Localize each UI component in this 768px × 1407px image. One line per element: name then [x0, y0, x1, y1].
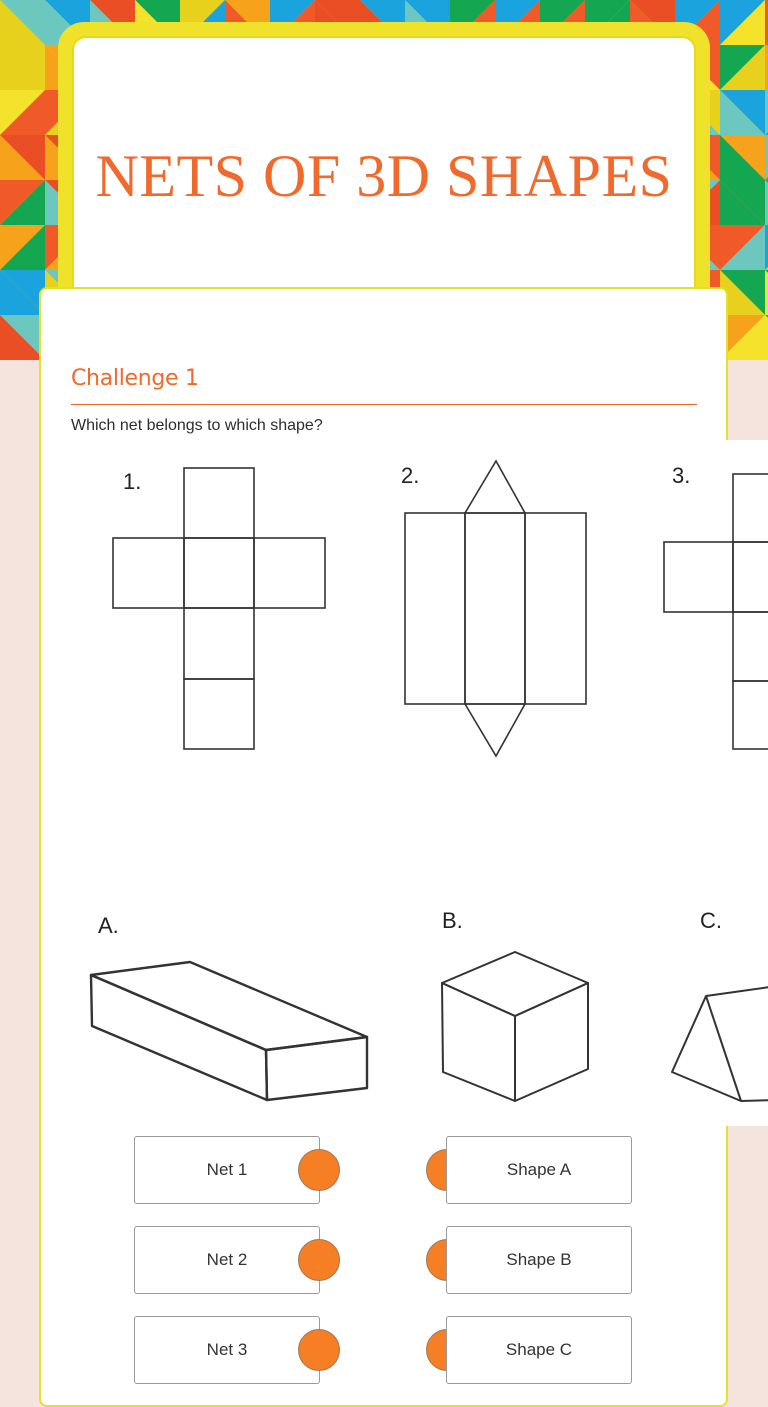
- connector-dot-net-2[interactable]: [298, 1239, 340, 1281]
- shape-label-a: A.: [98, 913, 119, 938]
- match-item-net-1[interactable]: Net 1: [134, 1136, 320, 1204]
- challenge-heading: Challenge 1: [71, 366, 199, 391]
- connector-dot-net-3[interactable]: [298, 1329, 340, 1371]
- figure-drawing: [67, 440, 768, 1126]
- heading-divider: [71, 404, 697, 405]
- shape-b-cube-drawing: [442, 952, 588, 1101]
- challenge-question: Which net belongs to which shape?: [71, 417, 323, 434]
- shape-a-cuboid-drawing: [91, 962, 367, 1100]
- match-item-net-2[interactable]: Net 2: [134, 1226, 320, 1294]
- connector-dot-net-1[interactable]: [298, 1149, 340, 1191]
- net-label-1: 1.: [123, 469, 142, 494]
- net-3-cuboid-drawing: [664, 474, 768, 749]
- net-1-cube-drawing: [113, 468, 325, 749]
- net-label-3: 3.: [672, 463, 691, 488]
- match-item-shape-a[interactable]: Shape A: [446, 1136, 632, 1204]
- match-item-shape-b[interactable]: Shape B: [446, 1226, 632, 1294]
- nets-and-shapes-figure: [67, 440, 768, 1126]
- net-label-2: 2.: [401, 463, 420, 488]
- match-item-shape-c[interactable]: Shape C: [446, 1316, 632, 1384]
- shape-c-prism-drawing: [672, 986, 768, 1101]
- shape-label-c: C.: [700, 908, 722, 933]
- shape-label-b: B.: [442, 908, 463, 933]
- match-item-net-3[interactable]: Net 3: [134, 1316, 320, 1384]
- net-2-prism-drawing: [405, 461, 586, 756]
- page-title: NETS OF 3D SHAPES: [95, 143, 673, 209]
